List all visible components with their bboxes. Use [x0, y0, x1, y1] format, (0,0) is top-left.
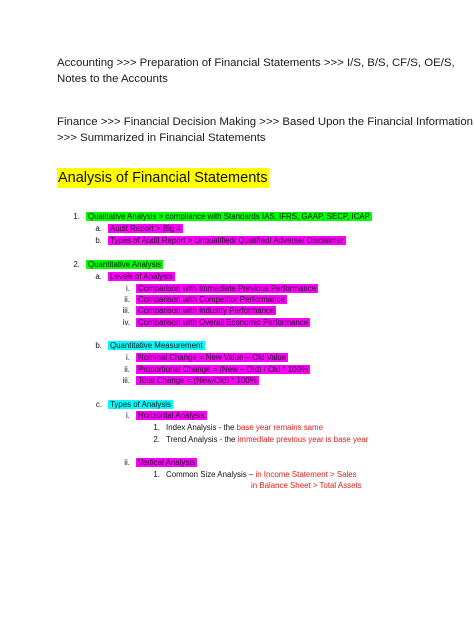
list-marker: c. [95, 400, 102, 409]
outline-item-2b-iii [118, 375, 259, 386]
list-marker: 1. [73, 212, 80, 221]
list-text: Quantitative Analysis [88, 260, 162, 269]
outline-item-2c-ii-1 [148, 469, 357, 480]
list-marker: i. [126, 284, 130, 293]
paragraph-line: >>> Summarized in Financial Statements [57, 131, 266, 144]
list-text: Horizontal Analysis [138, 411, 205, 420]
list-marker: a. [95, 224, 102, 233]
outline-item-1b [90, 235, 346, 246]
list-text-red: in Income Statement > Sales [255, 470, 357, 479]
list-text: Comparison with Competitor Performance [138, 295, 285, 304]
list-text: Proportional Change = (New – Old) / Old * 100% [138, 365, 308, 374]
list-text: Nominal Change = New Value – Old Value [138, 353, 287, 362]
outline-item-2b [90, 340, 205, 351]
list-marker: 1. [153, 470, 160, 479]
outline-item-2a [90, 271, 175, 282]
list-marker: i. [126, 411, 130, 420]
list-text-red: base year remains same [236, 423, 324, 432]
list-text: Qualitative Analysis > compliance with Standards IAS, IFRS, GAAP, SECP, ICAP [88, 212, 370, 221]
paragraph-line: Notes to the Accounts [57, 72, 168, 85]
outline-item-1a [90, 223, 183, 234]
list-text: Comparison with Immediate Previous Performance [138, 284, 317, 293]
list-text: Trend Analysis - the [166, 435, 238, 444]
list-text: Vertical Analysis [138, 458, 196, 467]
list-marker: 2. [73, 260, 80, 269]
list-marker: b. [95, 236, 102, 245]
accounting-paragraph [57, 56, 455, 87]
finance-paragraph [57, 115, 473, 146]
outline-item-1 [66, 211, 372, 222]
outline-item-2c-i-2 [148, 434, 368, 445]
outline-item-2c-i-1 [148, 422, 323, 433]
list-text: Common Size Analysis – [166, 470, 256, 479]
outline-item-2b-ii [118, 364, 310, 375]
outline-item-2a-iii [118, 305, 276, 316]
list-marker: iv. [122, 318, 130, 327]
outline-item-2c-i [118, 410, 207, 421]
list-text: Index Analysis - the [166, 423, 237, 432]
outline-item-2c-ii [118, 457, 197, 468]
outline-item-2c-ii-1-continuation: in Balance Sheet > Total Assets [251, 481, 362, 490]
outline-item-2a-i [118, 283, 318, 294]
list-text: Quantitative Measurement [110, 341, 203, 350]
list-text: Types of Audit Report > Unqualified/ Qualified/ Adverse/ Disclaimer [110, 236, 344, 245]
outline-item-2 [66, 259, 163, 270]
outline-item-2a-ii [118, 294, 287, 305]
section-heading: Analysis of Financial Statements [58, 170, 268, 186]
list-text: Audit Report > Big 4 [110, 224, 181, 233]
list-text: Levels of Analysis [110, 272, 173, 281]
list-marker: ii. [124, 295, 130, 304]
list-marker: i. [126, 353, 130, 362]
list-text: Comparison with Overall Economic Performance [138, 318, 309, 327]
list-marker: iii. [122, 306, 130, 315]
list-marker: ii. [124, 365, 130, 374]
list-marker: 2. [153, 435, 160, 444]
outline-item-2c [90, 399, 173, 410]
paragraph-line: Accounting >>> Preparation of Financial Statements >>> I/S, B/S, CF/S, OE/S, [57, 57, 455, 69]
list-text: Comparison with Industry Performance [138, 306, 275, 315]
list-text: Total Change = (New/Old) * 100% [138, 376, 257, 385]
list-text-red: immediate previous year is base year [237, 435, 369, 444]
list-text: Types of Analysis [110, 400, 171, 409]
list-marker: a. [95, 272, 102, 281]
list-marker: iii. [122, 376, 130, 385]
outline-item-2a-iv [118, 317, 310, 328]
paragraph-line: Finance >>> Financial Decision Making >>> Based Upon the Financial Information [57, 116, 473, 128]
list-marker: 1. [153, 423, 160, 432]
outline-item-2b-i [118, 352, 288, 363]
list-marker: b. [95, 341, 102, 350]
list-marker: ii. [124, 458, 130, 467]
